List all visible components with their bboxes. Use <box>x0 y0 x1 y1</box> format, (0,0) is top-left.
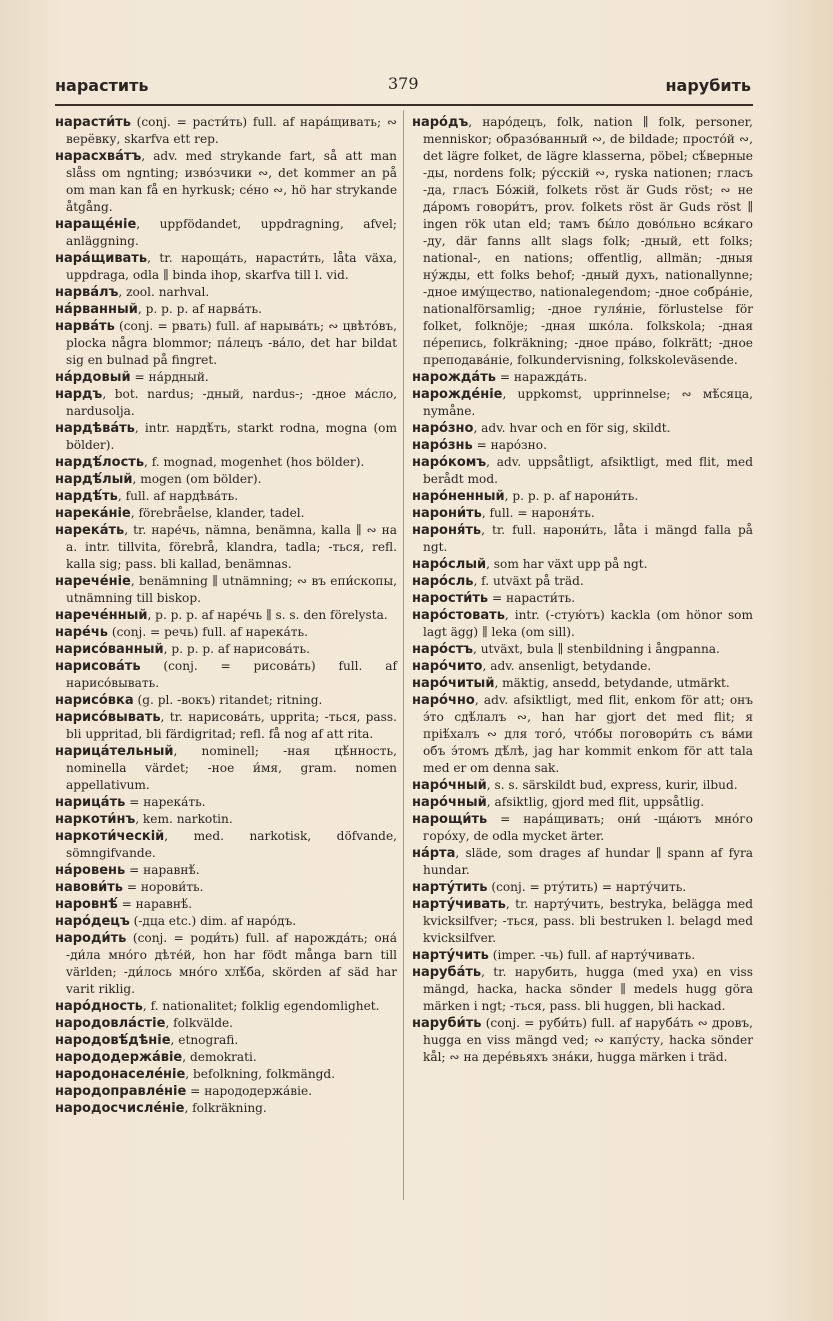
entry-definition: , mäktig, ansedd, betydande, utmärkt. <box>494 676 730 690</box>
entry-definition: (conj. = расти́ть) full. af нара́щивать; ∾ верёвку, skarfva ett rep. <box>66 115 397 146</box>
entry-definition: , förebråelse, klander, tadel. <box>130 506 305 520</box>
dictionary-entry <box>55 471 397 488</box>
entry-headword: наро́дность <box>55 999 143 1014</box>
dictionary-entry <box>412 556 753 573</box>
entry-headword: нарту́тить <box>412 880 488 895</box>
entry-definition: , som har växt upp på ngt. <box>486 557 648 571</box>
entry-definition: , p. p. p. af нарва́ть. <box>137 302 263 316</box>
entry-definition: , full. af нардѣва́ть. <box>117 489 239 503</box>
dictionary-entry <box>55 1100 397 1117</box>
entry-headword: нардѣ́лый <box>55 472 133 487</box>
dictionary-entry <box>412 590 753 607</box>
entry-definition: = наравнѣ́. <box>125 863 200 877</box>
dictionary-entry <box>55 1083 397 1100</box>
entry-definition: , uppkomst, upprinnelse; ∾ мѣ́сяца, nymåne. <box>423 387 753 418</box>
left-column <box>55 114 397 1117</box>
dictionary-entry <box>412 845 753 879</box>
dictionary-entry <box>55 420 397 454</box>
entry-headword: нарисо́вывать <box>55 710 161 725</box>
entry-headword: нарва́лъ <box>55 285 119 300</box>
entry-definition: , tr. нарубить, hugga (med уха) en viss mängd, hacka, hacka sönder ∥ medels hugg göra märken i ngt; -ться, pass. bli huggen, bli hackad. <box>423 965 753 1013</box>
entry-headword: наро́комъ <box>412 455 487 470</box>
dictionary-entry <box>412 437 753 454</box>
entry-headword: на́ровень <box>55 863 126 878</box>
entry-headword: наруба́ть <box>412 965 482 980</box>
entry-headword: наро́дъ <box>412 115 469 130</box>
entry-definition: , f. nationalitet; folklig egendomlighet. <box>142 999 380 1013</box>
dictionary-entry <box>55 505 397 522</box>
dictionary-entry <box>55 284 397 301</box>
entry-headword: наро́зно <box>412 421 474 436</box>
entry-definition: (-дца etc.) dim. af наро́дъ. <box>129 914 297 928</box>
page-number: 379 <box>388 74 419 93</box>
dictionary-entry <box>55 1066 397 1083</box>
entry-headword: наре́чь <box>55 625 109 640</box>
entry-definition: (conj. = речь) full. af нарека́ть. <box>108 625 308 639</box>
entry-definition: , utväxt, bula ∥ stenbildning i ångpanna. <box>473 642 720 656</box>
entry-definition: (g. pl. -вокъ) ritandet; ritning. <box>133 693 323 707</box>
entry-headword: нарощи́ть <box>412 812 488 827</box>
entry-definition: , uppfödandet, uppdragning, afvel; anläggning. <box>66 217 397 248</box>
entry-definition: , f. mognad, mogenhet (hos bölder). <box>144 455 365 469</box>
dictionary-entry <box>412 947 753 964</box>
dictionary-entry <box>55 607 397 624</box>
entry-headword: наро́сль <box>412 574 474 589</box>
entry-headword: наркоти́нъ <box>55 812 136 827</box>
entry-definition: , afsiktlig, gjord med flit, uppsåtlig. <box>486 795 705 809</box>
entry-definition: , mogen (om bölder). <box>132 472 262 486</box>
entry-definition: , tr. full. нарони́ть, låta i mängd falla på ngt. <box>423 523 753 554</box>
entry-definition: , adv. ansenligt, betydande. <box>482 659 652 673</box>
entry-definition: , adv. med strykande fart, så att man slåss om ngnting; изво́зчики ∾, det kommer an på om man kan få en hyrkusk; се́но ∾, hö har strykande åtgång. <box>66 149 397 214</box>
entry-headword: нарасхва́тъ <box>55 149 142 164</box>
entry-headword: нарту́чить <box>412 948 489 963</box>
entry-headword: нарва́ть <box>55 319 115 334</box>
entry-definition: , folkräkning. <box>184 1101 267 1115</box>
dictionary-entry <box>55 573 397 607</box>
entry-headword: наращéніе <box>55 217 137 232</box>
entry-headword: нарека́ніе <box>55 506 131 521</box>
header-rule <box>55 104 753 106</box>
dictionary-entry <box>55 692 397 709</box>
dictionary-entry <box>55 709 397 743</box>
entry-definition: = на́рдный. <box>130 370 209 384</box>
dictionary-entry <box>412 794 753 811</box>
entry-headword: наро́чито <box>412 659 483 674</box>
dictionary-entry <box>55 386 397 420</box>
dictionary-entry <box>412 777 753 794</box>
entry-headword: наро́ненный <box>412 489 505 504</box>
entry-definition: , f. utväxt på träd. <box>473 574 584 588</box>
entry-headword: народодержа́віе <box>55 1050 183 1065</box>
entry-headword: нарица́тельный <box>55 744 174 759</box>
dictionary-entry <box>412 488 753 505</box>
dictionary-entry <box>55 811 397 828</box>
dictionary-entry <box>412 658 753 675</box>
dictionary-entry <box>55 369 397 386</box>
entry-definition: , p. p. p. af нарони́ть. <box>504 489 639 503</box>
entry-definition: = нарасти́ть. <box>488 591 576 605</box>
dictionary-entry <box>55 114 397 148</box>
header-last-word: нарубить <box>665 76 751 95</box>
dictionary-entry <box>55 1032 397 1049</box>
entry-headword: нарожда́ть <box>412 370 496 385</box>
entry-definition: , p. p. p. af нарисова́ть. <box>163 642 310 656</box>
entry-definition: , tr. нарту́чить, bestryka, belägga med kvicksilfver; -ться, pass. bli bestruken l. belagd med kvicksilfver. <box>423 897 753 945</box>
entry-headword: нардѣ́лость <box>55 455 145 470</box>
entry-headword: нарасти́ть <box>55 115 131 130</box>
entry-definition: , demokrati. <box>182 1050 257 1064</box>
dictionary-entry <box>55 879 397 896</box>
dictionary-entry <box>412 964 753 1015</box>
entry-definition: (conj. = роди́ть) full. af нарожда́ть; она́ -ди́ла мно́го дѣте́й, hon har födt många barn till världen; -ди́лось мно́го хлѣ́ба, skörden af säd har varit riklig. <box>66 931 397 996</box>
entry-headword: наро́чно <box>412 693 475 708</box>
entry-definition: , intr. (-стую́тъ) kackla (om hönor som lagt ägg) ∥ leka (om sill). <box>423 608 753 639</box>
entry-headword: нардѣва́ть <box>55 421 135 436</box>
entry-definition: , befolkning, folkmängd. <box>185 1067 336 1081</box>
dictionary-entry <box>412 420 753 437</box>
entry-headword: наро́стъ <box>412 642 474 657</box>
entry-headword: на́рта <box>412 846 456 861</box>
dictionary-entry <box>55 641 397 658</box>
dictionary-entry <box>412 692 753 777</box>
dictionary-entry <box>412 114 753 369</box>
entry-definition: , med. narkotisk, döfvande, sömngifvande. <box>66 829 397 860</box>
dictionary-entry <box>55 301 397 318</box>
dictionary-entry <box>55 1015 397 1032</box>
entry-headword: наро́стовать <box>412 608 505 623</box>
entry-definition: , tr. нарисова́ть, upprita; -ться, pass. bli uppritad, bli färdigritad; refl. få nog af att rita. <box>66 710 397 741</box>
entry-definition: , nominell; -ная цѣ́нность, nominella värdet; -ное и́мя, gram. nomen appellativum. <box>66 744 397 792</box>
entry-headword: наро́чный <box>412 778 487 793</box>
dictionary-entry <box>412 573 753 590</box>
entry-headword: нардѣ́ть <box>55 489 118 504</box>
entry-definition: , adv. afsiktligt, med flit, enkom för att; онъ э́то сдѣ́лалъ ∾, han har gjort det med flit; я пріѣ́халъ ∾ для того́, что́бы поговори́ть съ ва́ми объ э́томъ дѣ́лѣ, jag har kommit enkom för att tala med er om denna sak. <box>423 693 753 775</box>
entry-headword: на́рванный <box>55 302 138 317</box>
dictionary-entry <box>55 913 397 930</box>
entry-headword: нароня́ть <box>412 523 482 538</box>
entry-headword: наро́читый <box>412 676 495 691</box>
dictionary-entry <box>55 862 397 879</box>
entry-headword: нарости́ть <box>412 591 489 606</box>
entry-headword: нардъ <box>55 387 103 402</box>
dictionary-entry <box>412 896 753 947</box>
dictionary-entry <box>412 675 753 692</box>
entry-headword: наруби́ть <box>412 1016 482 1031</box>
entry-definition: = народодержа́віе. <box>186 1084 312 1098</box>
dictionary-entry <box>412 505 753 522</box>
entry-definition: , наро́децъ, folk, nation ∥ folk, personer, menniskor; образо́ванный ∾, de bildade; просто́й ∾, det lägre folket, de lägre klasserna, pöbel; сѣ́верные -ды, nordens folk; ру́сскій ∾, ryska nationen; гласъ -да, гласъ Бо́жій, folkets röst är Guds röst; ∾ не да́ромъ говори́тъ, prov. folkets röst är Guds röst ∥ ingen rök utan eld; тамъ бы́ло дово́льно вся́каго -ду, där fanns allt slags folk; -дный, ett folks; national-, en nations; offentlig, allmän; -дныя ну́жды, ett folks behof; -дный духъ, nationallynne; -дное иму́щество, nationalegendom; -дное собра́ніе, nationalförsamlig; -дное гуля́ніе, förlustelse för folket, folknöje; -дная шко́ла. folkskola; -дная пе́репись, folkräkning; -дное пра́во, folkrätt; -дное преподава́ніе, folkundervisning, folkskoleväsende. <box>423 115 753 367</box>
entry-headword: наро́чный <box>412 795 487 810</box>
dictionary-entry <box>412 641 753 658</box>
entry-headword: навови́ть <box>55 880 124 895</box>
entry-definition: = нарека́ть. <box>125 795 206 809</box>
entry-definition: = наражда́ть. <box>495 370 588 384</box>
entry-headword: нарони́ть <box>412 506 482 521</box>
entry-definition: , adv. uppsåtligt, afsiktligt, med flit, med berådt mod. <box>423 455 753 486</box>
entry-definition: , tr. наре́чь, nämna, benämna, kalla ∥ ∾ на a. intr. tillvita, förebrå, klandra, tadla; -ться, refl. kalla sig; pass. bli kallad, benämnas. <box>66 523 397 571</box>
entry-headword: нарисова́ть <box>55 659 141 674</box>
entry-headword: народовла́стіе <box>55 1016 166 1031</box>
entry-definition: , kem. narkotin. <box>135 812 233 826</box>
entry-headword: нара́щивать <box>55 251 148 266</box>
entry-definition: , zool. narhval. <box>118 285 210 299</box>
entry-definition: , benämning ∥ utnämning; ∾ въ епи́скопы, utnämning till biskop. <box>66 574 397 605</box>
entry-headword: народи́ть <box>55 931 127 946</box>
dictionary-entry <box>412 522 753 556</box>
dictionary-entry <box>55 1049 397 1066</box>
dictionary-entry <box>55 828 397 862</box>
entry-headword: народосчисле́ніе <box>55 1101 185 1116</box>
column-divider <box>403 110 404 1200</box>
entry-definition: , etnografi. <box>170 1033 239 1047</box>
dictionary-entry <box>55 250 397 284</box>
entry-headword: наровнѣ́ <box>55 897 118 912</box>
entry-headword: нарту́чивать <box>412 897 506 912</box>
entry-definition: , tr. нароща́ть, нарасти́ть, låta växa, uppdraga, odla ∥ binda ihop, skarfva till l. vid. <box>66 251 397 282</box>
entry-headword: на́рдовый <box>55 370 131 385</box>
dictionary-entry <box>412 811 753 845</box>
page-header <box>0 72 833 100</box>
entry-definition: = наро́зно. <box>472 438 547 452</box>
entry-definition: , p. p. p. af наре́чь ∥ s. s. den förelysta. <box>147 608 388 622</box>
entry-definition: , släde, som drages af hundar ∥ spann af fyra hundar. <box>423 846 753 877</box>
entry-headword: нарожде́ніе <box>412 387 503 402</box>
entry-definition: , intr. нардѣ́ть, starkt rodna, mogna (om bölder). <box>66 421 397 452</box>
entry-definition: (conj. = рту́тить) = нарту́чить. <box>487 880 687 894</box>
entry-headword: нарека́ть <box>55 523 125 538</box>
entry-headword: нарече́ніе <box>55 574 131 589</box>
dictionary-entry <box>55 658 397 692</box>
entry-definition: (imper. -чь) full. af нарту́чивать. <box>488 948 696 962</box>
entry-definition: = норови́ть. <box>123 880 204 894</box>
entry-definition: , adv. hvar och en för sig, skildt. <box>473 421 671 435</box>
entry-headword: наро́слый <box>412 557 487 572</box>
entry-headword: народоправле́ніе <box>55 1084 187 1099</box>
entry-definition: (conj. = рисова́ть) full. af нарисо́вывать. <box>66 659 397 690</box>
dictionary-entry <box>55 743 397 794</box>
entry-definition: (conj. = рвать) full. af нарыва́ть; ∾ цвѣто́въ, plocka några blommor; па́лецъ -ва́ло, det har bildat sig en bulnad på fingret. <box>66 319 397 367</box>
entry-headword: нарече́нный <box>55 608 148 623</box>
entry-definition: , folkvälde. <box>165 1016 234 1030</box>
right-column <box>412 114 753 1066</box>
entry-headword: наро́знь <box>412 438 473 453</box>
entry-headword: наркоти́ческій <box>55 829 165 844</box>
dictionary-entry <box>55 896 397 913</box>
dictionary-entry <box>55 930 397 998</box>
dictionary-entry <box>55 998 397 1015</box>
dictionary-entry <box>55 624 397 641</box>
header-first-word: нарастить <box>55 76 149 95</box>
dictionary-entry <box>412 454 753 488</box>
dictionary-entry <box>412 1015 753 1066</box>
entry-definition: = нара́щивать; они́ -ща́ютъ мно́го горо́ху, de odla mycket ärter. <box>423 812 753 843</box>
entry-definition: , bot. nardus; -дный, nardus-; -дное ма́сло, nardusolja. <box>66 387 397 418</box>
dictionary-entry <box>55 454 397 471</box>
entry-headword: нарица́ть <box>55 795 126 810</box>
dictionary-entry <box>412 607 753 641</box>
entry-definition: , full. = нароня́ть. <box>481 506 595 520</box>
dictionary-entry <box>55 488 397 505</box>
entry-definition: (conj. = руби́ть) full. af наруба́ть ∾ дровъ, hugga en viss mängd ved; ∾ капу́сту, hacka sönder kål; ∾ на дере́вьяхъ зна́ки, hugga märken i träd. <box>423 1016 753 1064</box>
entry-headword: народовѣ́дѣніе <box>55 1033 171 1048</box>
dictionary-entry <box>55 148 397 216</box>
dictionary-entry <box>55 794 397 811</box>
dictionary-entry <box>55 522 397 573</box>
entry-definition: , s. s. särskildt bud, express, kurir, ilbud. <box>486 778 738 792</box>
entry-headword: нарисо́вка <box>55 693 134 708</box>
dictionary-entry <box>55 216 397 250</box>
entry-headword: нарисо́ванный <box>55 642 164 657</box>
entry-definition: = наравнѣ́. <box>117 897 193 911</box>
entry-headword: наро́децъ <box>55 914 130 929</box>
dictionary-entry <box>412 369 753 386</box>
entry-headword: народонаселе́ніе <box>55 1067 186 1082</box>
dictionary-entry <box>412 879 753 896</box>
dictionary-entry <box>412 386 753 420</box>
dictionary-entry <box>55 318 397 369</box>
